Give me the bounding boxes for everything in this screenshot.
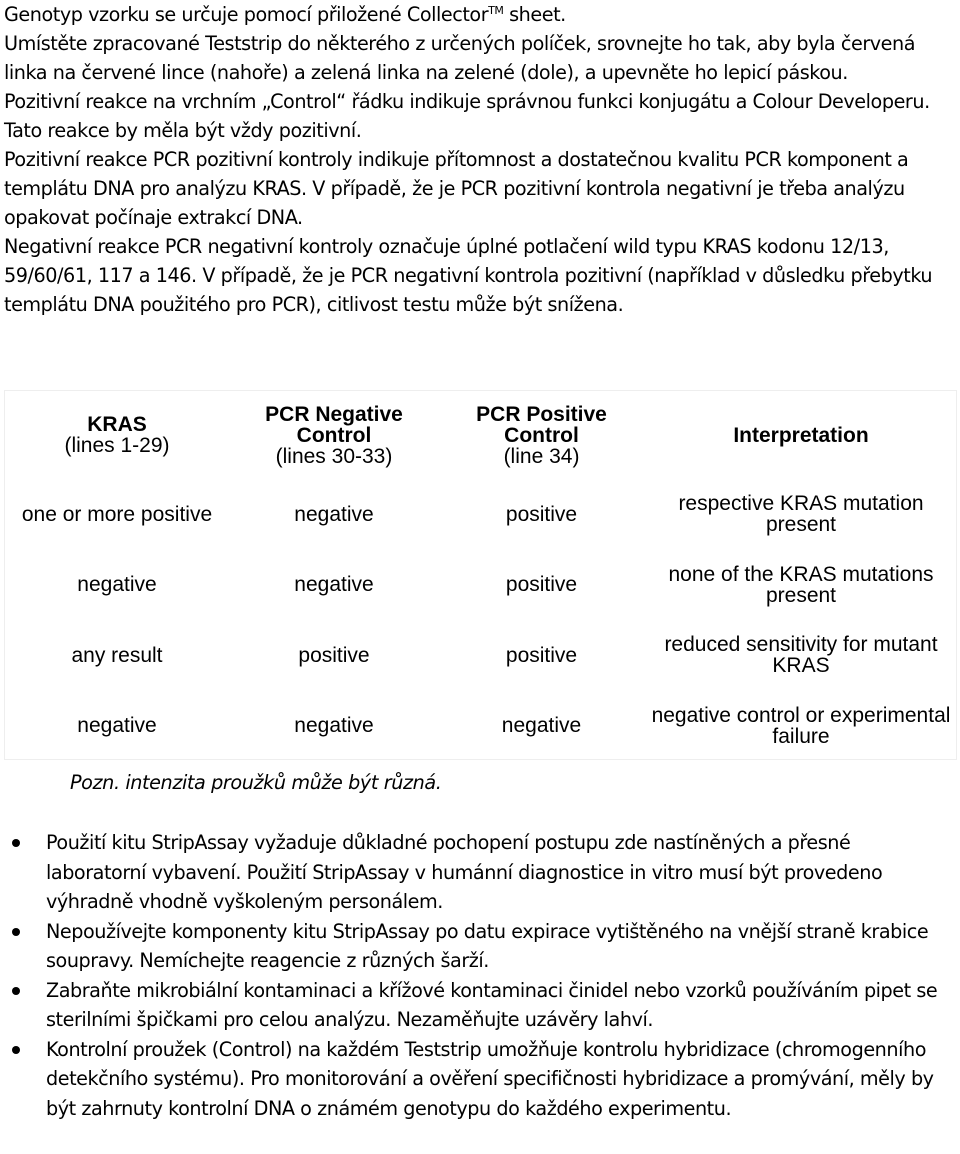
list-item: Nepoužívejte komponenty kitu StripAssay po datu expirace vytištěného na vnější straně krabice soupravy. Nemíchejte reagencie z různých šarží. (46, 917, 952, 976)
list-item: Kontrolní proužek (Control) na každém Teststrip umožňuje kontrolu hybridizace (chromogenního detekčního systému). Pro monitorování a ověření specifičnosti hybridizace a promývání, měly by být zahrnuty kontrolní DNA o známém genotypu do každého experimentu. (46, 1035, 952, 1124)
table-cell: one or more positive (21, 502, 213, 526)
table-header-row (5, 391, 958, 479)
table-cell: negative (501, 714, 582, 738)
table-cell: negative (294, 573, 374, 597)
intro-paragraph-genotype: Genotyp vzorku se určuje pomocí přiložené Collector™ sheet. (4, 3, 566, 26)
intro-paragraph-placement: Umístěte zpracované Teststrip do některého z určených políček, srovnejte ho tak, aby byla červená linka na červené lince (nahoře) a zelená linka na zelené (dole), a upevněte ho lepicí páskou. (4, 32, 916, 84)
trademark-superscript: TM (488, 4, 504, 17)
list-item: Zabraňte mikrobiální kontaminaci a křížové kontaminaci činidel nebo vzorků používáním pipet se sterilními špičkami pro celou analýzu. Nezaměňujte uzávěry lahví. (46, 976, 952, 1035)
bullet-list (46, 828, 952, 1123)
bullet-icon (12, 928, 20, 936)
table-cell: negative (77, 714, 157, 738)
table-cell: negative control or experimental failure (651, 703, 951, 748)
table-row (5, 620, 958, 691)
header-pcr-positive-control: PCR Positive Control (line 34) (476, 402, 607, 468)
intro-paragraph-control-line: Pozitivní reakce na vrchním „Control“ řádku indikuje správnou funkci konjugátu a Colour Developeru. Tato reakce by měla být vždy pozitivní. (4, 90, 930, 142)
intensity-note: Pozn. intenzita proužků může být různá. (70, 771, 442, 794)
table-cell: positive (505, 573, 578, 597)
header-kras: KRAS (lines 1-29) (64, 413, 170, 457)
table-cell: respective KRAS mutation present (678, 492, 924, 537)
intro-paragraph-negative-control: Negativní reakce PCR negativní kontroly označuje úplné potlačení wild typu KRAS kodonu 12/13, 59/60/61, 117 a 146. V případě, že je PCR negativní kontrola pozitivní (například v důsledku přebytku templátu DNA použitého pro PCR), citlivost testu může být snížena. (4, 235, 933, 316)
table-cell: positive (505, 643, 578, 667)
table-cell: any result (71, 643, 163, 667)
table-cell: negative (294, 714, 374, 738)
table-cell: positive (298, 643, 370, 667)
header-interpretation: Interpretation (733, 423, 869, 447)
table-cell: reduced sensitivity for mutant KRAS (664, 633, 938, 678)
interpretation-table (5, 391, 958, 761)
intro-paragraph-positive-control: Pozitivní reakce PCR pozitivní kontroly indikuje přítomnost a dostatečnou kvalitu PCR komponent a templátu DNA pro analýzu KRAS. V případě, že je PCR pozitivní kontrola negativní je třeba analýzu opakovat počínaje extrakcí DNA. (4, 148, 909, 229)
interpretation-table-image (4, 390, 957, 760)
intro-text (4, 0, 956, 319)
table-cell: negative (77, 573, 157, 597)
list-item: Použití kitu StripAssay vyžaduje důkladné pochopení postupu zde nastíněných a přesné laboratorní vybavení. Použití StripAssay v humánní diagnostice in vitro musí být provedeno výhradně vhodně vyškoleným personálem. (46, 828, 952, 917)
bullet-icon (12, 839, 20, 847)
table-row (5, 479, 958, 550)
table-cell: none of the KRAS mutations present (668, 562, 934, 607)
bullet-icon (12, 987, 20, 995)
table-row (5, 691, 958, 762)
header-pcr-negative-control: PCR Negative Control (lines 30-33) (265, 402, 403, 468)
table-cell: negative (294, 502, 374, 526)
table-row (5, 550, 958, 621)
table-cell: positive (505, 502, 578, 526)
bullet-icon (12, 1046, 20, 1054)
